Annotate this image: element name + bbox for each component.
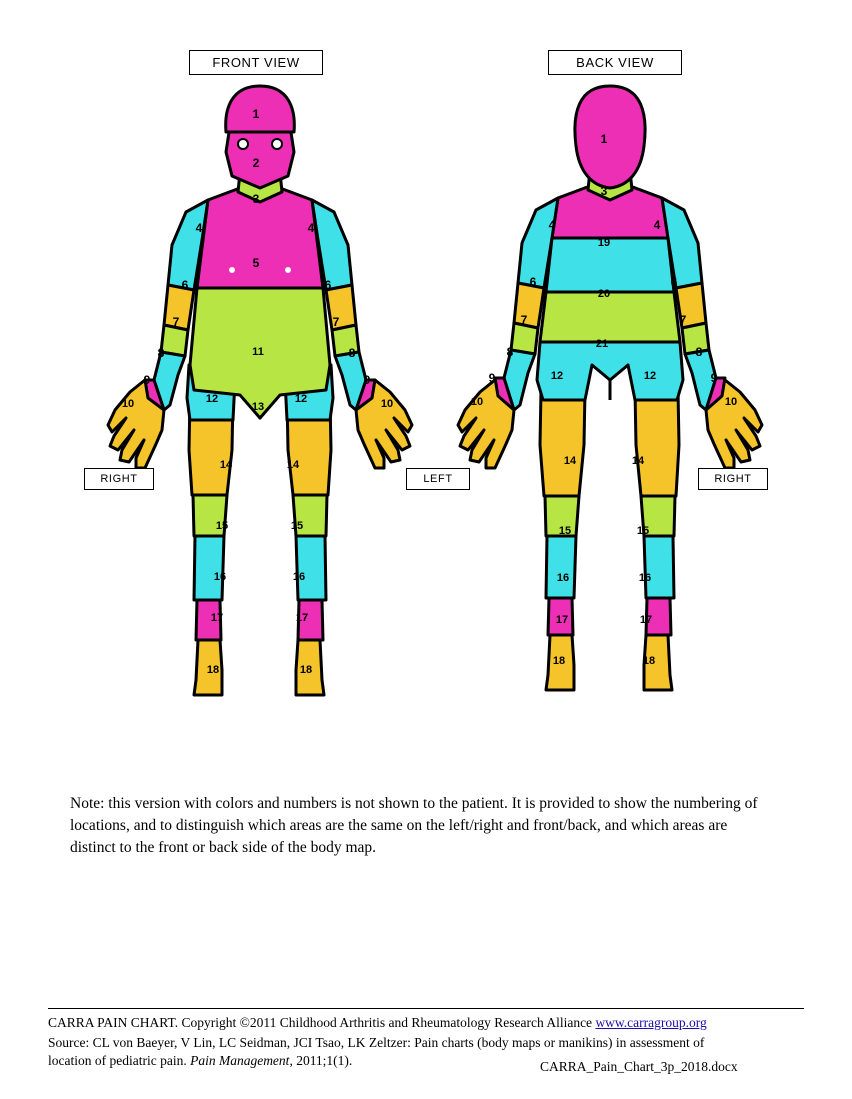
- back-region-number-9: 9: [710, 371, 718, 385]
- note-text: Note: this version with colors and numbers is not shown to the patient. It is provided to show the numbering of locations, and to distinguish which areas are the same on the left/right and front/back, and which areas are distinct to the front or back side of the body map.: [70, 795, 758, 856]
- front-region-number-4: 4: [307, 221, 315, 235]
- back-region-number-17: 17: [639, 614, 653, 626]
- back-region-number-7: 7: [679, 313, 687, 327]
- back-view-label: BACK VIEW: [548, 50, 682, 75]
- back-region-number-3: 3: [600, 184, 608, 198]
- front-region-number-1: 1: [252, 107, 260, 121]
- back-region-number-17: 17: [555, 614, 569, 626]
- back-region-number-16: 16: [638, 572, 652, 584]
- back-region-number-6: 6: [529, 275, 537, 289]
- front-region-number-7: 7: [172, 315, 180, 329]
- back-region-number-6: 6: [670, 275, 678, 289]
- back-region-number-4: 4: [548, 218, 556, 232]
- front-region-number-12: 12: [205, 393, 219, 405]
- front-region-number-4: 4: [195, 221, 203, 235]
- front-region-number-8: 8: [348, 346, 356, 360]
- front-region-number-18: 18: [299, 664, 313, 676]
- front-region-number-9: 9: [363, 373, 371, 387]
- front-right-label: RIGHT: [84, 468, 154, 490]
- back-region-number-18: 18: [552, 655, 566, 667]
- back-region-number-4: 4: [653, 218, 661, 232]
- back-region-number-18: 18: [642, 655, 656, 667]
- back-region-number-12: 12: [643, 370, 657, 382]
- front-region-number-16: 16: [213, 571, 227, 583]
- front-region-number-14: 14: [286, 459, 300, 471]
- document-filename: CARRA_Pain_Chart_3p_2018.docx: [540, 1059, 738, 1074]
- front-region-number-17: 17: [210, 612, 224, 624]
- front-left-label: LEFT: [406, 468, 470, 490]
- front-view-label: FRONT VIEW: [189, 50, 323, 75]
- front-region-number-9: 9: [143, 373, 151, 387]
- back-region-number-15: 15: [558, 525, 572, 537]
- back-region-number-9: 9: [488, 371, 496, 385]
- back-body-map[interactable]: [440, 80, 780, 700]
- footer-line-1: [48, 1014, 808, 1032]
- front-region-number-16: 16: [292, 571, 306, 583]
- back-region-number-20: 20: [597, 288, 611, 300]
- back-region-number-10: 10: [724, 396, 738, 408]
- footer-line-2: Source: CL von Baeyer, V Lin, LC Seidman, JCI Tsao, LK Zeltzer: Pain charts (body maps or manikins) in assessment of: [48, 1034, 705, 1050]
- footer-rule: [48, 1008, 804, 1009]
- front-region-number-5: 5: [252, 256, 260, 270]
- front-region-number-14: 14: [219, 459, 233, 471]
- front-region-number-15: 15: [290, 520, 304, 532]
- front-region-number-17: 17: [295, 612, 309, 624]
- back-region-number-12: 12: [550, 370, 564, 382]
- back-region-number-1: 1: [600, 132, 608, 146]
- journal-issue: , 2011;1(1).: [289, 1052, 353, 1068]
- journal-name: Pain Management: [190, 1052, 290, 1068]
- front-region-number-11: 11: [252, 346, 264, 358]
- front-region-number-15: 15: [215, 520, 229, 532]
- front-region-number-8: 8: [157, 346, 165, 360]
- front-region-number-10: 10: [121, 398, 135, 410]
- back-right-label: RIGHT: [698, 468, 768, 490]
- back-region-number-21: 21: [595, 338, 609, 350]
- back-region-number-14: 14: [563, 455, 577, 467]
- front-region-number-13: 13: [251, 401, 265, 413]
- back-region-number-8: 8: [506, 345, 514, 359]
- front-region-number-10: 10: [380, 398, 394, 410]
- back-region-number-15: 15: [636, 525, 650, 537]
- front-region-number-6: 6: [181, 278, 189, 292]
- carragroup-link[interactable]: www.carragroup.org: [595, 1015, 707, 1030]
- front-region-number-7: 7: [332, 315, 340, 329]
- back-region-number-7: 7: [520, 313, 528, 327]
- front-body-map[interactable]: [90, 80, 430, 700]
- front-region-number-3: 3: [252, 192, 260, 206]
- front-region-number-18: 18: [206, 664, 220, 676]
- copyright-text: CARRA PAIN CHART. Copyright ©2011 Childhood Arthritis and Rheumatology Research Alliance: [48, 1015, 596, 1030]
- back-region-number-10: 10: [470, 396, 484, 408]
- back-region-number-16: 16: [556, 572, 570, 584]
- back-region-number-14: 14: [631, 455, 645, 467]
- source-location-text: location of pediatric pain.: [48, 1052, 191, 1068]
- front-region-number-6: 6: [324, 278, 332, 292]
- back-region-number-8: 8: [695, 345, 703, 359]
- front-region-number-2: 2: [252, 156, 260, 170]
- back-region-number-19: 19: [597, 237, 611, 249]
- front-region-number-12: 12: [294, 393, 308, 405]
